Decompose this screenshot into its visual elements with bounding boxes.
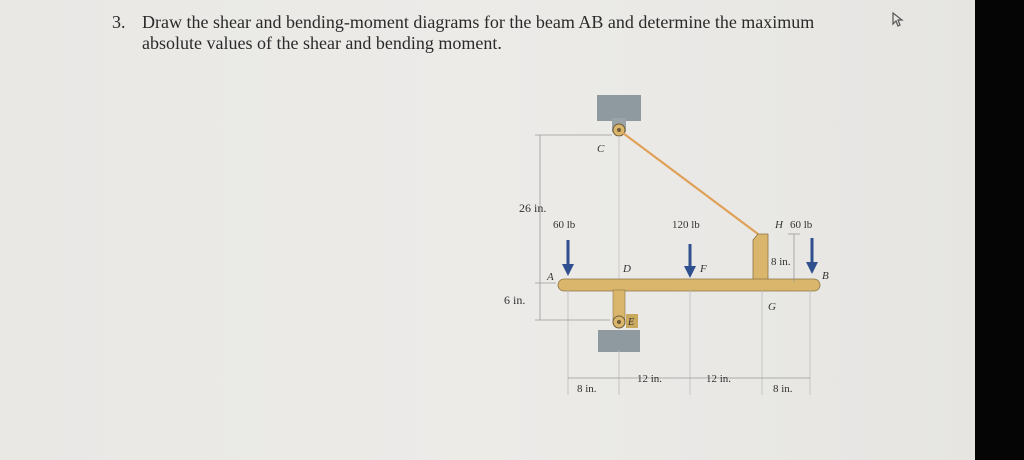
point-h: H [775,219,783,231]
question-number: 3. [112,12,126,32]
dim-8in-vertical: 8 in. [771,256,791,268]
question-text: Draw the shear and bending-moment diagrams for the beam AB and determine the maximum absolute values of the shear and bending moment. [142,12,815,53]
point-d: D [623,263,631,275]
bottom-support [598,330,640,352]
point-f: F [700,263,707,275]
dim-6in: 6 in. [504,293,526,307]
dim-12in-right: 12 in. [706,373,732,385]
load-f-label: 120 lb [672,219,700,231]
top-support [597,95,641,121]
dim-8in-right: 8 in. [773,383,793,395]
beam-ab [558,279,820,291]
point-b: B [822,270,829,282]
dim-8in-left: 8 in. [577,383,597,395]
load-h-label: 60 lb [790,219,813,231]
point-c: C [597,143,605,155]
point-e: E [628,317,635,328]
point-g: G [768,301,776,313]
dim-12in-left: 12 in. [637,373,663,385]
point-a: A [547,271,554,283]
dim-26in: 26 in. [519,201,547,215]
bracket-hg [753,234,768,283]
load-a-label: 60 lb [553,219,576,231]
